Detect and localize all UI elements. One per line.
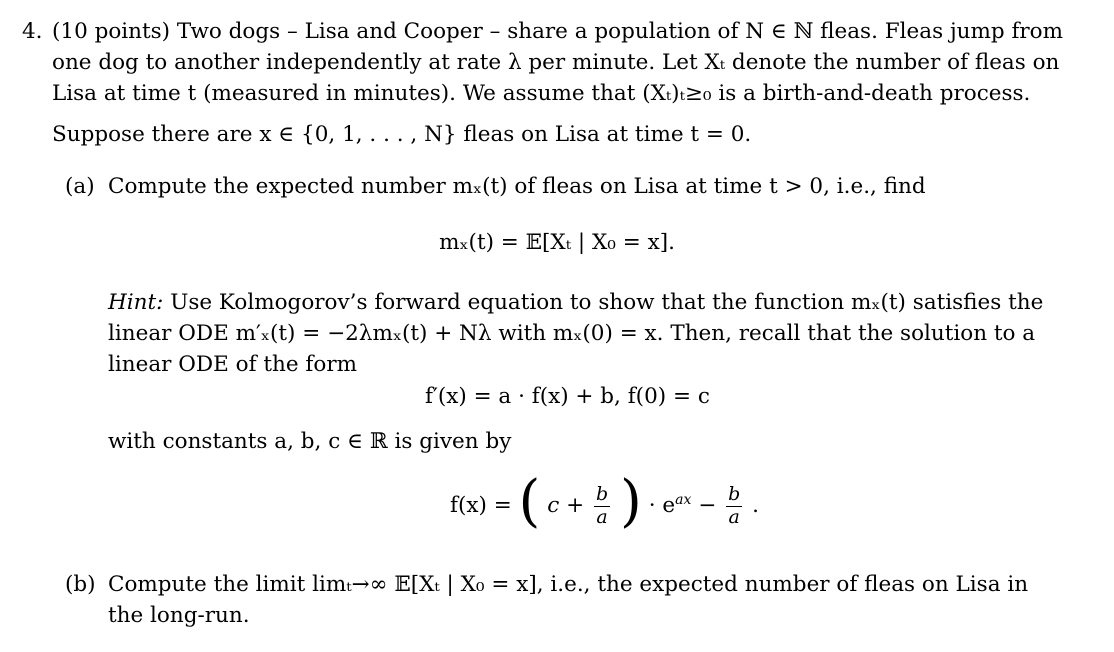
fraction-numerator-2: b	[728, 482, 741, 505]
part-a-label: (a)	[65, 174, 95, 199]
fraction-denominator-2: a	[728, 505, 740, 528]
hint-word: Hint:	[108, 290, 164, 315]
solution-minus: −	[698, 493, 724, 518]
right-paren-glyph: )	[620, 469, 642, 534]
hint-line-3: linear ODE of the form	[108, 352, 357, 377]
problem-line-1: (10 points) Two dogs – Lisa and Cooper – share a population of N ∈ ℕ fleas. Fleas jump from	[52, 19, 1064, 44]
problem-line-4: Suppose there are x ∈ {0, 1, . . . , N} fleas on Lisa at time t = 0.	[52, 122, 752, 147]
solution-formula	[450, 469, 759, 534]
fraction-denominator: a	[596, 505, 608, 528]
with-constants-text: with constants a, b, c ∈ ℝ is given by	[108, 429, 512, 454]
part-b-line-1: Compute the limit limₜ→∞ 𝔼[Xₜ | X₀ = x], i.e., the expected number of fleas on Lisa in	[108, 572, 1029, 597]
part-b-line-2: the long-run.	[108, 603, 250, 628]
hint-line-2: linear ODE m′ₓ(t) = −2λmₓ(t) + Nλ with mₓ(0) = x. Then, recall that the solution to a	[108, 321, 1036, 346]
part-a-text: Compute the expected number mₓ(t) of fleas on Lisa at time t > 0, i.e., find	[108, 174, 926, 199]
fraction-b-over-a-2	[726, 484, 742, 529]
problem-line-2: one dog to another independently at rate λ per minute. Let Xₜ denote the number of fleas on	[52, 50, 1060, 75]
solution-exp-base: · e	[648, 493, 676, 518]
fraction-numerator: b	[595, 482, 609, 505]
part-b-label: (b)	[65, 572, 96, 597]
hint-line-1-text: Use Kolmogorov’s forward equation to show that the function mₓ(t) satisfies the	[170, 290, 1044, 315]
problem-number: 4.	[22, 19, 43, 44]
problem-line-3: Lisa at time t (measured in minutes). We assume that (Xₜ)ₜ≥₀ is a birth-and-death process.	[52, 81, 1031, 106]
solution-c: c +	[547, 493, 591, 518]
solution-lhs: f(x) =	[450, 493, 519, 518]
solution-exponent: ax	[675, 491, 692, 508]
hint-line-1	[108, 292, 1043, 314]
fraction-b-over-a	[594, 484, 610, 529]
expectation-equation: mₓ(t) = 𝔼[Xₜ | X₀ = x].	[439, 230, 675, 255]
left-paren-glyph: (	[518, 469, 541, 534]
ode-equation: f′(x) = a · f(x) + b, f(0) = c	[425, 384, 710, 409]
solution-period: .	[752, 493, 759, 518]
